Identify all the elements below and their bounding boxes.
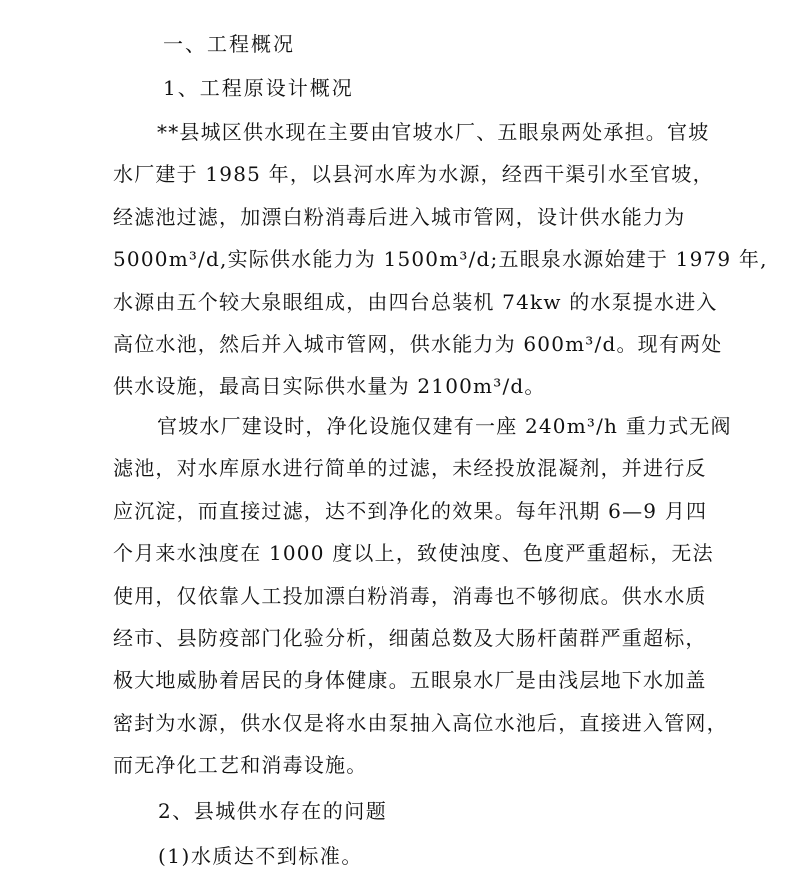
paragraph-1-line-1: **县城区供水现在主要由官坡水厂、五眼泉两处承担。官坡 bbox=[157, 120, 710, 144]
paragraph-1-line-2: 水厂建于 1985 年，以县河水库为水源，经西干渠引水至官坡， bbox=[113, 162, 714, 186]
paragraph-1-line-6: 高位水池，然后并入城市管网，供水能力为 600m³/d。现有两处 bbox=[113, 332, 723, 356]
subsection-heading: 1、工程原设计概况 bbox=[163, 76, 354, 100]
paragraph-2-line-9: 而无净化工艺和消毒设施。 bbox=[113, 753, 368, 777]
paragraph-2-line-4: 个月来水浊度在 1000 度以上，致使浊度、色度严重超标，无法 bbox=[113, 541, 714, 565]
paragraph-2-line-3: 应沉淀，而直接过滤，达不到净化的效果。每年汛期 6—9 月四 bbox=[113, 499, 708, 523]
section-heading: 一、工程概况 bbox=[163, 32, 295, 56]
list-item-heading: (1)水质达不到标准。 bbox=[158, 844, 363, 868]
paragraph-2-line-2: 滤池，对水库原水进行简单的过滤，未经投放混凝剂，并进行反 bbox=[113, 456, 707, 480]
paragraph-1-line-3: 经滤池过滤，加漂白粉消毒后进入城市管网，设计供水能力为 bbox=[113, 205, 686, 229]
paragraph-1-line-7: 供水设施，最高日实际供水量为 2100m³/d。 bbox=[113, 374, 546, 398]
paragraph-2-line-6: 经市、县防疫部门化验分析，细菌总数及大肠杆菌群严重超标， bbox=[113, 626, 707, 650]
paragraph-2-line-5: 使用，仅依靠人工投加漂白粉消毒，消毒也不够彻底。供水水质 bbox=[113, 584, 707, 608]
paragraph-2-line-8: 密封为水源，供水仅是将水由泵抽入高位水池后，直接进入管网， bbox=[113, 711, 728, 735]
paragraph-1-line-5: 水源由五个较大泉眼组成，由四台总装机 74kw 的水泵提水进入 bbox=[113, 290, 718, 314]
paragraph-2-line-7: 极大地威胁着居民的身体健康。五眼泉水厂是由浅层地下水加盖 bbox=[113, 668, 707, 692]
paragraph-1-line-4: 5000m³/d,实际供水能力为 1500m³/d;五眼泉水源始建于 1979 年, bbox=[113, 247, 768, 271]
paragraph-2-line-1: 官坡水厂建设时，净化设施仅建有一座 240m³/h 重力式无阀 bbox=[157, 414, 732, 438]
subsection-heading-2: 2、县城供水存在的问题 bbox=[158, 799, 388, 823]
